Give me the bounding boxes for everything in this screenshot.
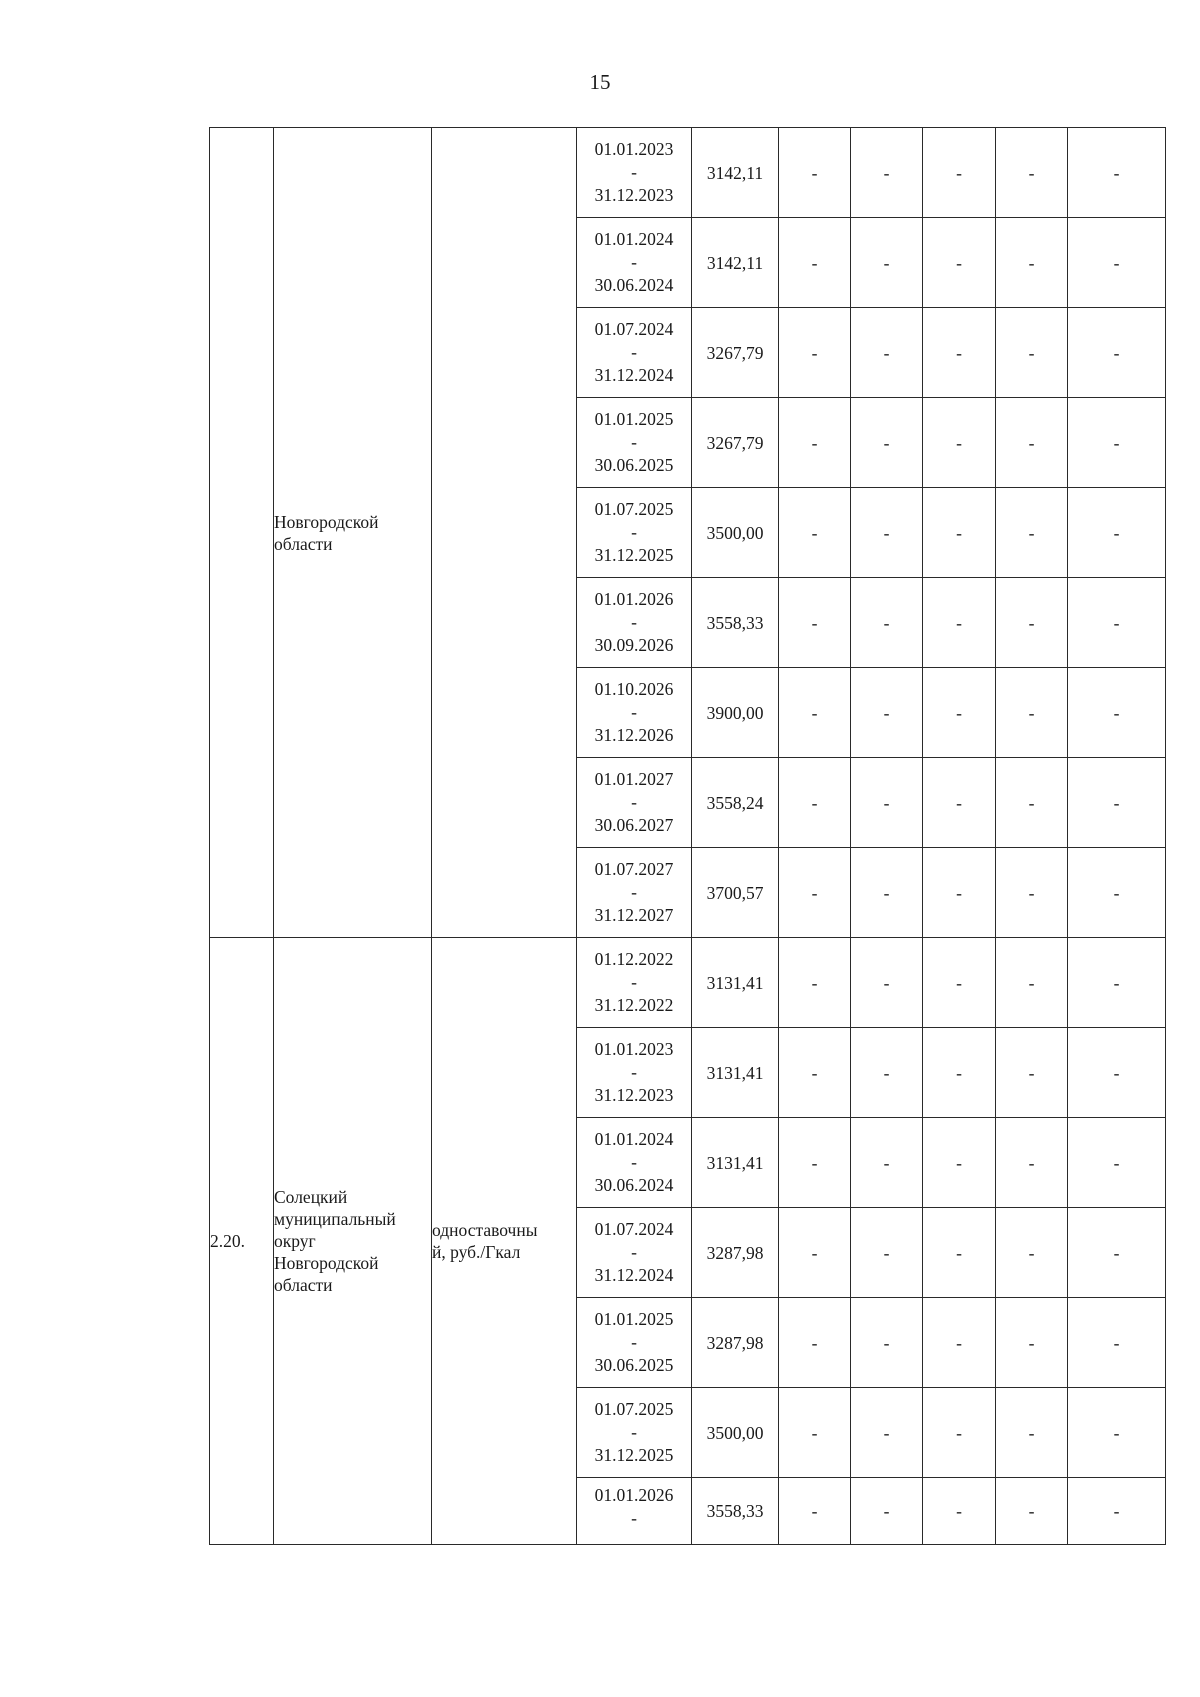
- empty-value-cell: -: [923, 1208, 996, 1298]
- empty-value-cell: -: [851, 578, 923, 668]
- period-separator: -: [631, 1422, 637, 1442]
- period-separator: -: [631, 1242, 637, 1262]
- empty-value-cell: -: [851, 758, 923, 848]
- empty-value-cell: -: [923, 1388, 996, 1478]
- period-end: 31.12.2023: [594, 1085, 674, 1105]
- empty-value-cell: -: [779, 938, 851, 1028]
- tariff-rate: 3142,11: [692, 128, 779, 218]
- period-cell: [577, 668, 692, 758]
- empty-value-cell: -: [779, 128, 851, 218]
- empty-value-cell: -: [851, 488, 923, 578]
- period-cell: [577, 308, 692, 398]
- empty-value-cell: -: [1068, 758, 1166, 848]
- period-end: 31.12.2023: [594, 185, 674, 205]
- empty-value-cell: -: [996, 668, 1068, 758]
- tariff-rate: 3267,79: [692, 308, 779, 398]
- empty-value-cell: -: [923, 938, 996, 1028]
- municipality-name: Солецкий муниципальный округ Новгородской области: [274, 1187, 396, 1295]
- empty-value-cell: -: [1068, 1388, 1166, 1478]
- period-separator: -: [631, 612, 637, 632]
- empty-value-cell: -: [1068, 938, 1166, 1028]
- empty-value-cell: -: [996, 308, 1068, 398]
- empty-value-cell: -: [851, 1298, 923, 1388]
- empty-value-cell: -: [851, 848, 923, 938]
- empty-value-cell: -: [1068, 488, 1166, 578]
- period-start: 01.10.2026: [594, 679, 674, 699]
- period-cell: [577, 1298, 692, 1388]
- tariff-table-body: [210, 128, 1166, 1545]
- empty-value-cell: -: [779, 398, 851, 488]
- empty-value-cell: -: [923, 128, 996, 218]
- table-row: [210, 938, 1166, 1028]
- period-end: 31.12.2025: [594, 545, 674, 565]
- tariff-rate: 3131,41: [692, 1028, 779, 1118]
- period-end: 31.12.2022: [594, 995, 674, 1015]
- empty-value-cell: -: [779, 1298, 851, 1388]
- period-separator: -: [631, 252, 637, 272]
- empty-value-cell: -: [996, 1118, 1068, 1208]
- empty-value-cell: -: [1068, 1028, 1166, 1118]
- tariff-rate: 3900,00: [692, 668, 779, 758]
- period-separator: -: [631, 522, 637, 542]
- empty-value-cell: -: [996, 938, 1068, 1028]
- empty-value-cell: -: [1068, 218, 1166, 308]
- empty-value-cell: -: [996, 848, 1068, 938]
- period-end: 30.06.2027: [594, 815, 674, 835]
- period-end: 31.12.2026: [594, 725, 674, 745]
- empty-value-cell: -: [779, 758, 851, 848]
- period-cell: [577, 1028, 692, 1118]
- tariff-rate: 3131,41: [692, 938, 779, 1028]
- tariff-rate: 3558,33: [692, 578, 779, 668]
- empty-value-cell: -: [1068, 128, 1166, 218]
- empty-value-cell: -: [923, 1298, 996, 1388]
- empty-value-cell: -: [1068, 578, 1166, 668]
- empty-value-cell: -: [779, 218, 851, 308]
- empty-value-cell: -: [996, 488, 1068, 578]
- tariff-type-cell: [432, 938, 577, 1545]
- empty-value-cell: -: [1068, 1118, 1166, 1208]
- period-start: 01.01.2026: [594, 1485, 674, 1505]
- empty-value-cell: -: [923, 488, 996, 578]
- period-separator: -: [631, 792, 637, 812]
- period-start: 01.07.2025: [594, 499, 674, 519]
- tariff-rate: 3700,57: [692, 848, 779, 938]
- table-row: [210, 128, 1166, 218]
- period-cell: [577, 1388, 692, 1478]
- tariff-rate: 3558,24: [692, 758, 779, 848]
- period-separator: -: [631, 432, 637, 452]
- period-separator: -: [631, 162, 637, 182]
- period-start: 01.01.2023: [594, 139, 674, 159]
- empty-value-cell: -: [996, 578, 1068, 668]
- period-cell: [577, 398, 692, 488]
- empty-value-cell: -: [923, 1118, 996, 1208]
- row-number: 2.20.: [210, 1231, 245, 1251]
- municipality-name: Новгородской области: [274, 511, 379, 554]
- municipality-cell: [274, 938, 432, 1545]
- period-start: 01.01.2025: [594, 1309, 674, 1329]
- period-cell: [577, 488, 692, 578]
- empty-value-cell: -: [779, 1028, 851, 1118]
- period-end: 30.06.2025: [594, 455, 674, 475]
- period-cell: [577, 1478, 692, 1545]
- tariff-type: одноставочны й, руб./Гкал: [432, 1220, 538, 1262]
- period-separator: -: [631, 1332, 637, 1352]
- period-start: 01.01.2027: [594, 769, 674, 789]
- period-separator: -: [631, 882, 637, 902]
- period-cell: [577, 758, 692, 848]
- empty-value-cell: -: [996, 218, 1068, 308]
- period-end: 31.12.2027: [594, 905, 674, 925]
- empty-value-cell: -: [851, 398, 923, 488]
- row-number-cell: [210, 938, 274, 1545]
- empty-value-cell: -: [779, 848, 851, 938]
- period-separator: -: [631, 342, 637, 362]
- period-start: 01.07.2024: [594, 1219, 674, 1239]
- tariff-rate: 3558,33: [692, 1478, 779, 1545]
- period-end: 30.06.2024: [594, 275, 674, 295]
- empty-value-cell: -: [923, 668, 996, 758]
- period-cell: [577, 578, 692, 668]
- empty-value-cell: -: [1068, 668, 1166, 758]
- page-number: 15: [589, 70, 611, 94]
- empty-value-cell: -: [923, 1478, 996, 1545]
- empty-value-cell: -: [851, 128, 923, 218]
- empty-value-cell: -: [851, 1388, 923, 1478]
- period-separator: -: [631, 1062, 637, 1082]
- tariff-type-cell: [432, 128, 577, 938]
- empty-value-cell: -: [923, 398, 996, 488]
- period-separator: -: [631, 972, 637, 992]
- period-separator: -: [631, 702, 637, 722]
- empty-value-cell: -: [996, 1028, 1068, 1118]
- empty-value-cell: -: [1068, 1478, 1166, 1545]
- empty-value-cell: -: [923, 308, 996, 398]
- period-start: 01.01.2023: [594, 1039, 674, 1059]
- empty-value-cell: -: [779, 1208, 851, 1298]
- period-end: 31.12.2024: [594, 1265, 674, 1285]
- period-start: 01.12.2022: [594, 949, 674, 969]
- row-number-cell: [210, 128, 274, 938]
- empty-value-cell: -: [851, 1118, 923, 1208]
- empty-value-cell: -: [1068, 308, 1166, 398]
- tariff-rate: 3267,79: [692, 398, 779, 488]
- period-start: 01.01.2024: [594, 229, 674, 249]
- municipality-cell: [274, 128, 432, 938]
- empty-value-cell: -: [851, 308, 923, 398]
- period-cell: [577, 1118, 692, 1208]
- empty-value-cell: -: [1068, 1208, 1166, 1298]
- empty-value-cell: -: [923, 1028, 996, 1118]
- empty-value-cell: -: [851, 1028, 923, 1118]
- period-end: 30.06.2024: [594, 1175, 674, 1195]
- empty-value-cell: -: [851, 218, 923, 308]
- tariff-rate: 3500,00: [692, 488, 779, 578]
- period-start: 01.01.2026: [594, 589, 674, 609]
- period-cell: [577, 1208, 692, 1298]
- period-end: 30.06.2025: [594, 1355, 674, 1375]
- empty-value-cell: -: [996, 1388, 1068, 1478]
- empty-value-cell: -: [851, 1208, 923, 1298]
- period-cell: [577, 848, 692, 938]
- tariff-rate: 3287,98: [692, 1208, 779, 1298]
- empty-value-cell: -: [851, 668, 923, 758]
- empty-value-cell: -: [923, 578, 996, 668]
- period-start: 01.07.2025: [594, 1399, 674, 1419]
- empty-value-cell: -: [996, 398, 1068, 488]
- empty-value-cell: -: [996, 128, 1068, 218]
- period-start: 01.07.2024: [594, 319, 674, 339]
- tariff-rate: 3500,00: [692, 1388, 779, 1478]
- period-start: 01.07.2027: [594, 859, 674, 879]
- period-cell: [577, 938, 692, 1028]
- empty-value-cell: -: [1068, 398, 1166, 488]
- period-cell: [577, 128, 692, 218]
- empty-value-cell: -: [996, 1478, 1068, 1545]
- empty-value-cell: -: [996, 1208, 1068, 1298]
- period-start: 01.01.2025: [594, 409, 674, 429]
- empty-value-cell: -: [923, 758, 996, 848]
- empty-value-cell: -: [1068, 1298, 1166, 1388]
- tariff-table: [209, 127, 1166, 1545]
- tariff-rate: 3131,41: [692, 1118, 779, 1208]
- period-end: 30.09.2026: [594, 635, 674, 655]
- empty-value-cell: -: [779, 1478, 851, 1545]
- tariff-rate: 3287,98: [692, 1298, 779, 1388]
- empty-value-cell: -: [779, 1118, 851, 1208]
- empty-value-cell: -: [923, 218, 996, 308]
- period-separator: -: [631, 1152, 637, 1172]
- empty-value-cell: -: [1068, 848, 1166, 938]
- empty-value-cell: -: [851, 1478, 923, 1545]
- empty-value-cell: -: [996, 758, 1068, 848]
- tariff-rate: 3142,11: [692, 218, 779, 308]
- empty-value-cell: -: [779, 308, 851, 398]
- empty-value-cell: -: [779, 668, 851, 758]
- empty-value-cell: -: [996, 1298, 1068, 1388]
- empty-value-cell: -: [779, 488, 851, 578]
- period-start: 01.01.2024: [594, 1129, 674, 1149]
- empty-value-cell: -: [779, 578, 851, 668]
- empty-value-cell: -: [779, 1388, 851, 1478]
- period-end: 31.12.2025: [594, 1445, 674, 1465]
- empty-value-cell: -: [923, 848, 996, 938]
- period-cell: [577, 218, 692, 308]
- period-separator: -: [631, 1508, 637, 1528]
- empty-value-cell: -: [851, 938, 923, 1028]
- period-end: 31.12.2024: [594, 365, 674, 385]
